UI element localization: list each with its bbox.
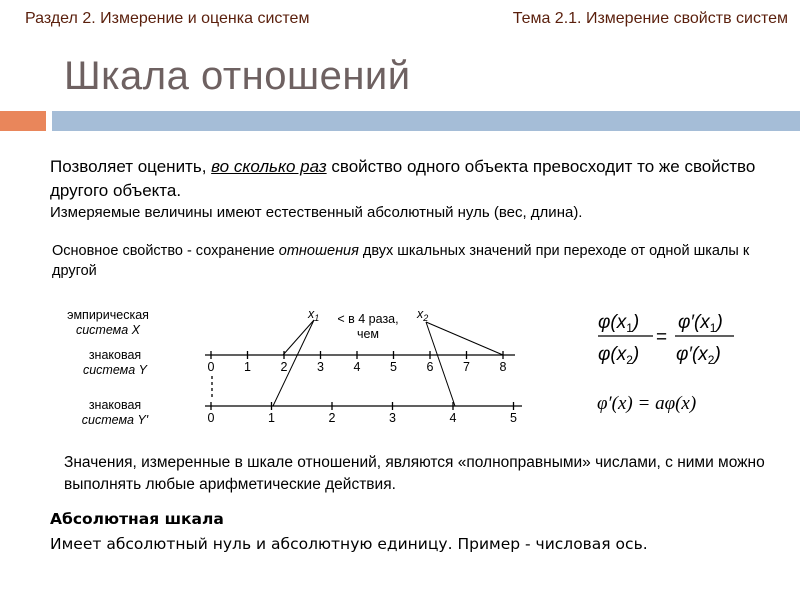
section-header: Раздел 2. Измерение и оценка систем (25, 10, 310, 27)
ticks-y-tick-label: 5 (390, 360, 397, 374)
ratio-formula (598, 312, 734, 367)
ticks-y-tick-label: 2 (280, 360, 288, 374)
ticks-y-tick-label: 3 (317, 360, 324, 374)
absolute-scale-title: Абсолютная шкала (50, 510, 224, 528)
empirical-label-line1: эмпирическая (67, 308, 149, 322)
formula-den-left: $\varphi(x_2)$ (598, 344, 640, 367)
ratio-note-line1: < в 4 раза, (337, 312, 399, 326)
ticks-y2-tick-label: 0 (207, 411, 215, 425)
formula-num-left: $\varphi(x_1)$ (598, 312, 640, 335)
empirical-label-line2: система X (75, 323, 140, 337)
formula-num-right: $\varphi'(x_1)$ (678, 312, 723, 335)
main-property-text-b: двух шкальных значений при переходе от одной шкалы к другой (52, 243, 750, 279)
ratio-note-line2: чем (356, 327, 380, 341)
transform-formula: φ′(x) = aφ(x) (597, 393, 697, 414)
ticks-y-tick-label: 8 (499, 360, 507, 374)
intro-text-a: Позволяет оценить, (50, 157, 212, 176)
sign-y-label-line1: знаковая (88, 348, 142, 362)
formula-equals: = (656, 327, 668, 348)
main-property-emphasis: отношения (278, 243, 359, 259)
topic-header: Тема 2.1. Измерение свойств систем (512, 10, 788, 27)
ticks-y2-tick-label: 3 (389, 411, 396, 425)
ticks-y-tick-label: 1 (244, 360, 251, 374)
sign-y2-label-line2: система Y' (81, 413, 149, 427)
slide-title: Шкала отношений (64, 54, 411, 98)
main-property-text-a: Основное свойство - сохранение (52, 243, 279, 259)
intro-text-b: свойство одного объекта превосходит то же свойство другого объекта. (50, 157, 756, 200)
map-x1-to-y2 (273, 320, 314, 406)
sign-y-label-line2: система Y (82, 363, 147, 377)
formula-den-right: $\varphi'(x_2)$ (676, 344, 721, 367)
ticks-y-tick-label: 4 (353, 360, 361, 374)
ticks-y-tick-label: 6 (426, 360, 434, 374)
intro-emphasis: во сколько раз (211, 157, 327, 176)
ticks-y2-tick-label: 1 (268, 411, 275, 425)
ticks-y-tick-label: 7 (463, 360, 470, 374)
absolute-zero-note: Измеряемые величины имеют естественный абсолютный нуль (вес, длина). (50, 204, 583, 221)
x1-label: $x_1$ (308, 307, 320, 323)
sign-y2-label-line1: знаковая (88, 398, 142, 412)
summary-paragraph: Значения, измеренные в шкале отношений, являются «полноправными» числами, с ними можно выполнять любые арифметические действия. (64, 454, 765, 493)
ticks-y-tick-label: 0 (207, 360, 215, 374)
map-x2-to-y (426, 322, 503, 355)
x2-label: $x_2$ (417, 307, 429, 323)
map-x1-to-y (283, 320, 314, 355)
ticks-y2-tick-label: 2 (328, 411, 336, 425)
absolute-scale-text: Имеет абсолютный нуль и абсолютную единицу. Пример - числовая ось. (50, 535, 648, 553)
ticks-y2-tick-label: 5 (510, 411, 517, 425)
ticks-y2-tick-label: 4 (449, 411, 457, 425)
